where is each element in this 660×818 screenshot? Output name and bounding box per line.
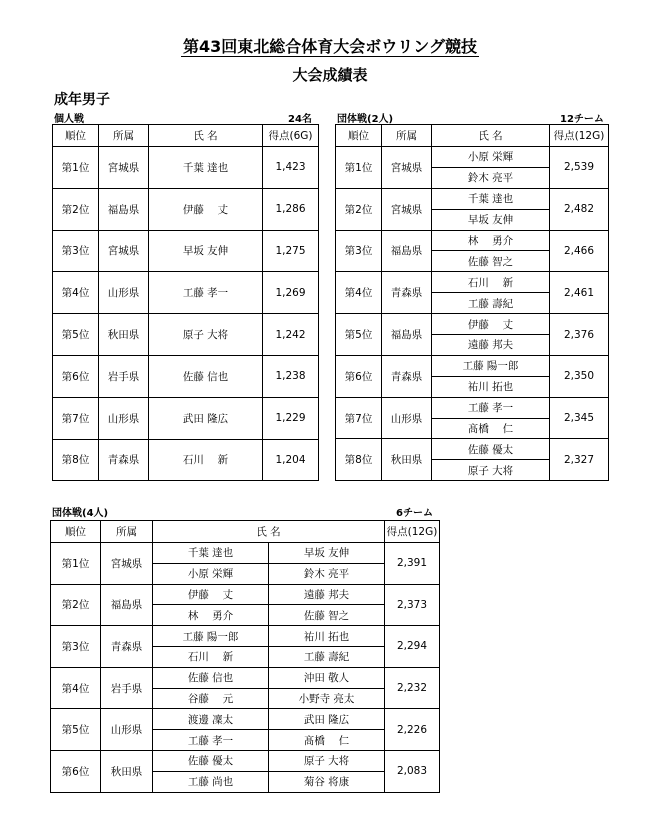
table-row [51,750,440,771]
player-name-cell: 佐藤 智之 [432,251,550,272]
team2-count: 12チーム [560,114,604,125]
header-pref: 所属 [382,125,432,147]
table-row [336,439,609,460]
table-row [53,230,319,272]
player-name-cell: 佐藤 信也 [153,667,269,688]
player-name-cell: 早坂 友伸 [149,230,263,272]
prefecture-cell: 青森県 [382,272,432,314]
header-name: 氏 名 [432,125,550,147]
rank-cell: 第1位 [53,147,99,189]
table-row [53,147,319,189]
player-name-cell: 祐川 拓也 [269,626,385,647]
individual-label: 個人戦 [54,114,84,125]
score-cell: 1,238 [263,355,319,397]
player-name-cell: 伊藤 丈 [149,188,263,230]
player-name-cell: 原子 大将 [149,314,263,356]
rank-cell: 第7位 [53,397,99,439]
header-pref: 所属 [99,125,149,147]
document-title: 第43回東北総合体育大会ボウリング競技 [183,37,477,56]
player-name-cell: 原子 大将 [432,460,550,481]
score-cell: 1,423 [263,147,319,189]
player-name-cell: 千葉 達也 [432,188,550,209]
rank-cell: 第2位 [336,188,382,230]
player-name-cell: 小原 栄輝 [432,147,550,168]
score-cell: 2,294 [385,626,440,668]
score-cell: 2,461 [550,272,609,314]
table-row [336,272,609,293]
prefecture-cell: 山形県 [101,709,153,751]
rank-cell: 第8位 [53,439,99,481]
table-row [53,355,319,397]
player-name-cell: 遠藤 邦夫 [269,584,385,605]
player-name-cell: 髙橋 仁 [269,730,385,751]
table-row [53,439,319,481]
score-cell: 2,345 [550,397,609,439]
player-name-cell: 早坂 友伸 [269,543,385,564]
table-row [336,355,609,376]
player-name-cell: 沖田 敬人 [269,667,385,688]
rank-cell: 第1位 [51,543,101,585]
score-cell: 1,275 [263,230,319,272]
prefecture-cell: 福島県 [99,188,149,230]
prefecture-cell: 宮城県 [99,147,149,189]
player-name-cell: 武田 隆広 [149,397,263,439]
prefecture-cell: 福島県 [382,230,432,272]
prefecture-cell: 福島県 [101,584,153,626]
team4-table [50,520,440,793]
score-cell: 1,204 [263,439,319,481]
rank-cell: 第3位 [53,230,99,272]
prefecture-cell: 宮城県 [382,188,432,230]
header-score: 得点(12G) [550,125,609,147]
score-cell: 2,083 [385,750,440,792]
player-name-cell: 工藤 孝一 [432,397,550,418]
prefecture-cell: 岩手県 [101,667,153,709]
document-subtitle: 大会成績表 [292,66,368,84]
player-name-cell: 髙橋 仁 [432,418,550,439]
prefecture-cell: 宮城県 [382,147,432,189]
table-row [53,314,319,356]
prefecture-cell: 山形県 [382,397,432,439]
rank-cell: 第6位 [53,355,99,397]
score-cell: 2,232 [385,667,440,709]
score-cell: 1,242 [263,314,319,356]
score-cell: 2,466 [550,230,609,272]
player-name-cell: 鈴木 亮平 [269,563,385,584]
score-cell: 2,226 [385,709,440,751]
player-name-cell: 佐藤 智之 [269,605,385,626]
table-row [51,584,440,605]
table-row [51,626,440,647]
prefecture-cell: 岩手県 [99,355,149,397]
header-rank: 順位 [51,521,101,543]
header-score: 得点(6G) [263,125,319,147]
team4-label: 団体戦(4人) [52,508,109,519]
player-name-cell: 工藤 陽一郎 [153,626,269,647]
prefecture-cell: 山形県 [99,397,149,439]
player-name-cell: 祐川 拓也 [432,376,550,397]
player-name-cell: 石川 新 [149,439,263,481]
header-name: 氏 名 [153,521,385,543]
prefecture-cell: 秋田県 [382,439,432,481]
player-name-cell: 佐藤 優太 [432,439,550,460]
score-cell: 2,373 [385,584,440,626]
player-name-cell: 渡邊 凜太 [153,709,269,730]
table-row [336,188,609,209]
team2-label: 団体戦(2人) [337,114,394,125]
prefecture-cell: 山形県 [99,272,149,314]
table-row [51,709,440,730]
prefecture-cell: 青森県 [382,355,432,397]
player-name-cell: 佐藤 信也 [149,355,263,397]
team4-count: 6チーム [396,508,433,519]
player-name-cell: 工藤 陽一郎 [432,355,550,376]
rank-cell: 第2位 [53,188,99,230]
table-row [336,397,609,418]
table-row [53,397,319,439]
rank-cell: 第4位 [51,667,101,709]
header-rank: 順位 [336,125,382,147]
player-name-cell: 林 勇介 [432,230,550,251]
rank-cell: 第3位 [51,626,101,668]
rank-cell: 第6位 [51,750,101,792]
table-row [53,272,319,314]
rank-cell: 第2位 [51,584,101,626]
rank-cell: 第5位 [51,709,101,751]
player-name-cell: 菊谷 将康 [269,771,385,792]
player-name-cell: 工藤 孝一 [149,272,263,314]
player-name-cell: 工藤 壽紀 [269,646,385,667]
score-cell: 1,229 [263,397,319,439]
rank-cell: 第4位 [53,272,99,314]
rank-cell: 第3位 [336,230,382,272]
score-cell: 2,376 [550,314,609,356]
header-rank: 順位 [53,125,99,147]
player-name-cell: 遠藤 邦夫 [432,335,550,356]
player-name-cell: 工藤 孝一 [153,730,269,751]
table-row [53,188,319,230]
rank-cell: 第7位 [336,397,382,439]
prefecture-cell: 福島県 [382,314,432,356]
header-name: 氏 名 [149,125,263,147]
player-name-cell: 石川 新 [153,646,269,667]
prefecture-cell: 青森県 [99,439,149,481]
rank-cell: 第1位 [336,147,382,189]
table-row [51,543,440,564]
player-name-cell: 工藤 壽紀 [432,293,550,314]
player-name-cell: 石川 新 [432,272,550,293]
individual-table [52,124,319,481]
rank-cell: 第8位 [336,439,382,481]
table-row [336,230,609,251]
header-pref: 所属 [101,521,153,543]
player-name-cell: 谷藤 元 [153,688,269,709]
prefecture-cell: 秋田県 [99,314,149,356]
player-name-cell: 原子 大将 [269,750,385,771]
player-name-cell: 千葉 達也 [149,147,263,189]
rank-cell: 第4位 [336,272,382,314]
header-score: 得点(12G) [385,521,440,543]
prefecture-cell: 青森県 [101,626,153,668]
score-cell: 2,391 [385,543,440,585]
score-cell: 1,286 [263,188,319,230]
player-name-cell: 小野寺 亮太 [269,688,385,709]
player-name-cell: 伊藤 丈 [432,314,550,335]
team2-table [335,124,609,481]
player-name-cell: 武田 隆広 [269,709,385,730]
category-heading: 成年男子 [54,92,110,108]
score-cell: 2,482 [550,188,609,230]
score-cell: 1,269 [263,272,319,314]
score-cell: 2,327 [550,439,609,481]
player-name-cell: 小原 栄輝 [153,563,269,584]
player-name-cell: 千葉 達也 [153,543,269,564]
rank-cell: 第5位 [336,314,382,356]
player-name-cell: 早坂 友伸 [432,209,550,230]
rank-cell: 第6位 [336,355,382,397]
player-name-cell: 佐藤 優太 [153,750,269,771]
table-row [51,667,440,688]
player-name-cell: 林 勇介 [153,605,269,626]
score-cell: 2,539 [550,147,609,189]
prefecture-cell: 秋田県 [101,750,153,792]
individual-count: 24名 [288,114,312,125]
score-cell: 2,350 [550,355,609,397]
player-name-cell: 工藤 尚也 [153,771,269,792]
prefecture-cell: 宮城県 [101,543,153,585]
player-name-cell: 鈴木 亮平 [432,167,550,188]
prefecture-cell: 宮城県 [99,230,149,272]
player-name-cell: 伊藤 丈 [153,584,269,605]
table-row [336,314,609,335]
rank-cell: 第5位 [53,314,99,356]
table-row [336,147,609,168]
